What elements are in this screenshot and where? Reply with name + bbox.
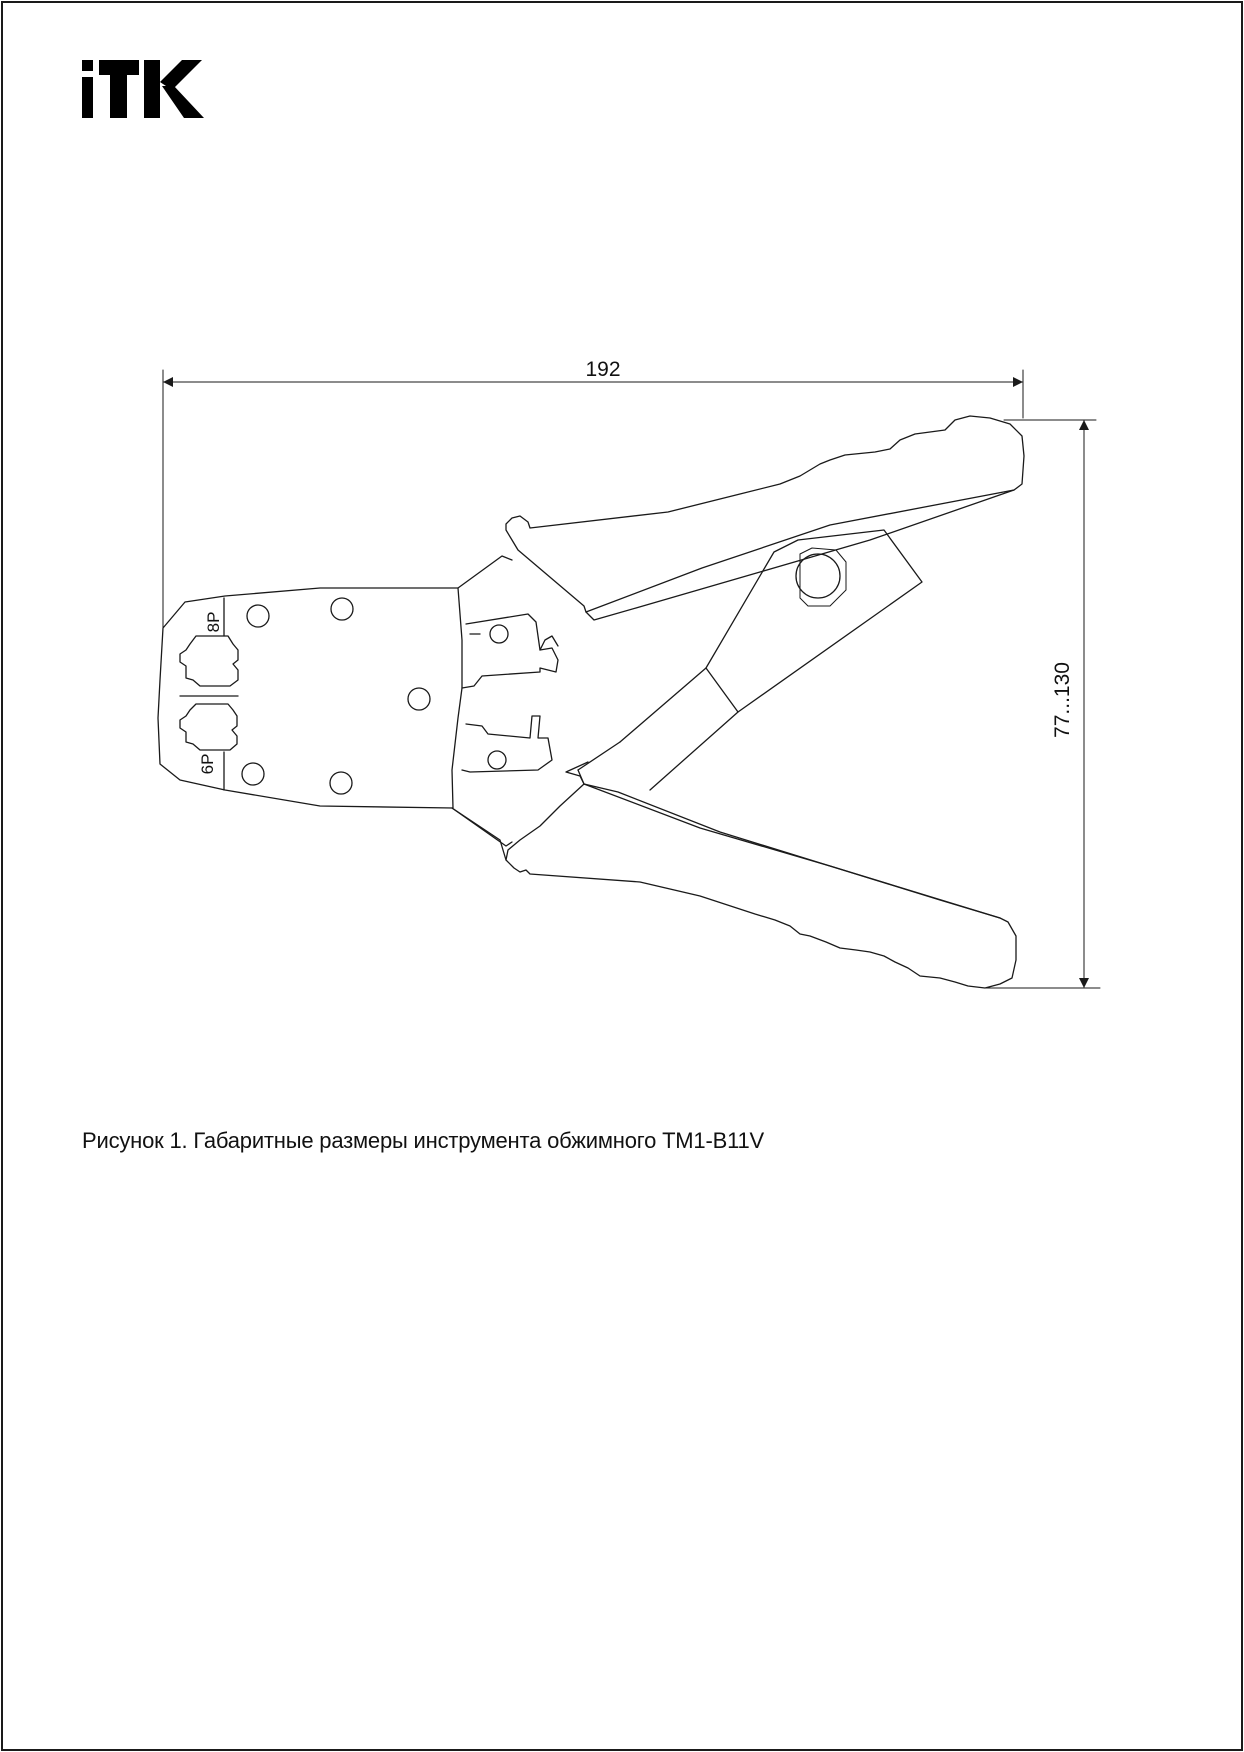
- die-label-6p: 6P: [198, 753, 217, 775]
- lower-handle: [506, 762, 1016, 988]
- jaw-blades: [452, 556, 558, 846]
- width-dimension-label: 192: [585, 358, 621, 381]
- die-label-8p: 8P: [204, 611, 223, 633]
- height-dimension: [985, 420, 1100, 988]
- modular-dies: [180, 612, 238, 775]
- upper-handle: [506, 416, 1024, 620]
- ratchet-lever: [578, 530, 922, 790]
- height-dimension-label: 77...130: [1051, 662, 1074, 738]
- figure-caption: Рисунок 1. Габаритные размеры инструмента обжимного TM1-B11V: [82, 1128, 764, 1153]
- width-dimension: [163, 358, 1023, 628]
- pivot-link: [452, 770, 584, 860]
